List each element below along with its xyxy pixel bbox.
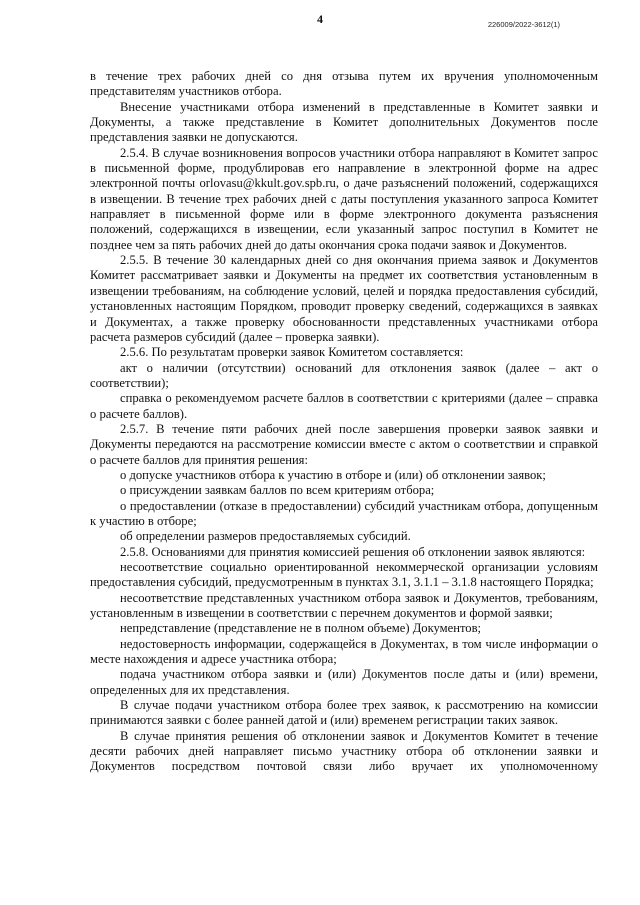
paragraph: В случае принятия решения об отклонении заявок и Документов Комитет в течение десяти рабочих дней направляет письмо участнику отбора об отклонении заявки и Документов посредством почтовой связи либо вручает их уполномоченному <box>90 728 598 774</box>
list-item: о допуске участников отбора к участию в отборе и (или) об отклонении заявок; <box>120 467 546 482</box>
paragraph-2-5-7: 2.5.7. В течение пяти рабочих дней после завершения проверки заявок заявки и Документы передаются на рассмотрение комиссии вместе с актом о соответствии и справкой о расчете баллов для принятия решения: <box>90 421 598 467</box>
paragraph: Внесение участниками отбора изменений в представленные в Комитет заявки и Документы, а также представление в Комитет дополнительных Документов после представления заявки не допускаются. <box>90 99 598 145</box>
list-item: недостоверность информации, содержащейся в Документах, в том числе информации о месте нахождения и адресе участника отбора; <box>90 636 598 667</box>
list-item: о предоставлении (отказе в предоставлении) субсидий участникам отбора, допущенным к участию в отборе; <box>90 498 598 528</box>
page-number: 4 <box>317 12 323 26</box>
paragraph-2-5-6: 2.5.6. По результатам проверки заявок Комитетом составляется: <box>120 345 464 360</box>
paragraph-2-5-8: 2.5.8. Основаниями для принятия комиссией решения об отклонении заявок являются: <box>120 544 586 559</box>
list-item: несоответствие социально ориентированной некоммерческой организации условиям предоставления субсидий, предусмотренным в пунктах 3.1, 3.1.1 – 3.1.8 настоящего Порядка; <box>90 560 598 590</box>
list-item: справка о рекомендуемом расчете баллов в соответствии с критериями (далее – справка о расчете баллов). <box>90 391 598 421</box>
document-body <box>90 69 598 775</box>
paragraph: в течение трех рабочих дней со дня отзыва путем их вручения уполномоченным представителям участников отбора. <box>90 69 598 99</box>
paragraph-2-5-4: 2.5.4. В случае возникновения вопросов участники отбора направляют в Комитет запрос в письменной форме, продублировав его направление в электронной форме на адрес электронной почты orlovasu@kkult.gov.spb.ru, о даче разъяснений положений, содержащихся в извещении. В течение трех рабочих дней с даты поступления указанного запроса Комитет направляет в письменной форме или в форме электронного документа разъяснения положений, содержащихся в извещении, если указанный запрос поступил в Комитет не позднее чем за пять рабочих дней до даты окончания срока подачи заявок и Документов. <box>90 145 598 252</box>
list-item: о присуждении заявкам баллов по всем критериям отбора; <box>120 483 435 498</box>
list-item: непредставление (представление не в полном объеме) Документов; <box>120 621 482 636</box>
document-code: 226009/2022-3612(1) <box>487 20 560 29</box>
paragraph-2-5-5: 2.5.5. В течение 30 календарных дней со дня окончания приема заявок и Документов Комитет рассматривает заявки и Документы на предмет их соответствия установленным в извещении требованиям, на соблюдение условий, целей и порядка предоставления субсидий, установленных настоящим Порядком, проводит проверку сведений, содержащихся в заявках и Документах, а также проверку обоснованности представленных участниками отбора расчета размеров субсидий (далее – проверка заявки). <box>90 253 598 344</box>
list-item: об определении размеров предоставляемых субсидий. <box>120 529 411 544</box>
list-item: подача участником отбора заявки и (или) Документов после даты и (или) времени, определенных для их представления. <box>90 667 598 697</box>
list-item: несоответствие представленных участником отбора заявок и Документов, требованиям, установленным в извещении в соответствии с перечнем документов и формой заявки; <box>90 590 598 621</box>
list-item: акт о наличии (отсутствии) оснований для отклонения заявок (далее – акт о соответствии); <box>90 360 598 390</box>
paragraph: В случае подачи участником отбора более трех заявок, к рассмотрению на комиссии принимаются заявки с более ранней датой и (или) временем регистрации таких заявок. <box>90 698 598 728</box>
